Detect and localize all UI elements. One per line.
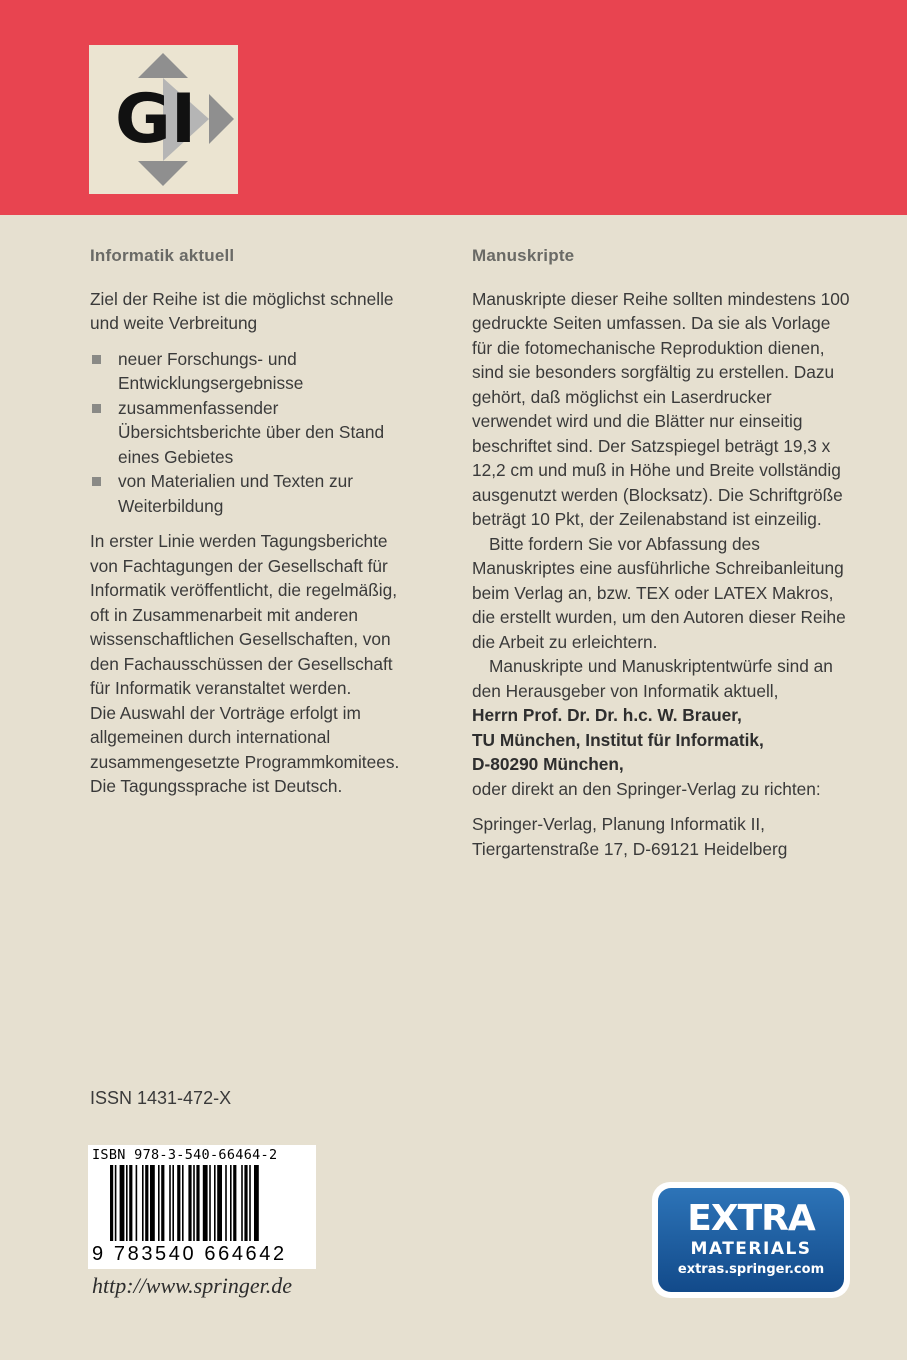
barcode-bar: [142, 1165, 144, 1241]
bullet-item: [90, 396, 410, 470]
barcode-bar: [241, 1165, 243, 1241]
extra-materials-panel: [658, 1188, 844, 1292]
gi-logo: [89, 45, 238, 194]
issn-number: ISSN 1431-472-X: [90, 1088, 232, 1108]
bullet-item: [90, 347, 410, 396]
barcode-bar: [129, 1165, 132, 1241]
publisher-url[interactable]: http://www.springer.de: [92, 1273, 293, 1298]
barcode-bar: [193, 1165, 195, 1241]
barcode-bar: [217, 1165, 222, 1241]
extras-url: extras.springer.com: [677, 1262, 825, 1277]
bullet-item: [90, 469, 410, 518]
bullet-text: neuer Forschungs- und Entwicklungsergebnisse: [118, 348, 304, 393]
barcode-bar: [126, 1165, 128, 1241]
isbn-number: ISBN 978-3-540-66464-2: [92, 1147, 278, 1163]
barcode-bar: [169, 1165, 171, 1241]
series-description: In erster Linie werden Tagungsberichte von Fachtagungen der Gesellschaft für Informatik veröffentlicht, die regelmäßig, oft in Zusammenarbeit mit anderen wissenschaftlichen Gesellschaften, von den Fachausschüssen der Gesellschaft für Informatik veranstaltet werden.: [90, 531, 398, 698]
barcode-bar: [158, 1165, 160, 1241]
barcode-bar: [188, 1165, 191, 1241]
gi-logo-graphic: [89, 45, 238, 194]
barcode-bar: [150, 1165, 155, 1241]
editor-name: Herrn Prof. Dr. Dr. h.c. W. Brauer,: [472, 705, 742, 725]
barcode-bar: [115, 1165, 117, 1241]
template-request: Bitte fordern Sie vor Abfassung des Manuskriptes eine ausführliche Schreibanleitung beim Verlag an, bzw. TEX oder LATEX Makros, die erstellt wurden, um den Autoren dieser Reihe die Arbeit zu erleichtern.: [472, 533, 846, 652]
gi-logo-text: GI: [115, 80, 197, 159]
barcode-bar: [172, 1165, 174, 1241]
square-bullet-icon: [92, 404, 101, 413]
extra-materials-badge: [652, 1182, 850, 1298]
barcode-bar: [177, 1165, 180, 1241]
publisher-address-line: Springer-Verlag, Planung Informatik II,: [472, 814, 765, 834]
left-column: [90, 244, 410, 799]
barcode-bar: [145, 1165, 148, 1241]
barcode-bar: [120, 1165, 125, 1241]
square-bullet-icon: [92, 477, 101, 486]
editor-city: D-80290 München,: [472, 754, 624, 774]
barcode-bar: [214, 1165, 216, 1241]
right-heading: Manuskripte: [472, 246, 575, 265]
barcode-bar: [136, 1165, 138, 1241]
barcode-bar: [203, 1165, 208, 1241]
bullet-text: zusammenfassender Übersichtsberichte über den Stand eines Gebietes: [118, 397, 385, 467]
square-bullet-icon: [92, 355, 101, 364]
barcode-bar: [254, 1165, 259, 1241]
barcode-bar: [233, 1165, 236, 1241]
barcode-bar: [182, 1165, 184, 1241]
manuscript-requirements: Manuskripte dieser Reihe sollten mindestens 100 gedruckte Seiten umfassen. Da sie als Vorlage für die fotomechanische Reproduktion dienen, sind sie besonders sorgfältig zu erstellen. Dazu gehört, daß möglichst ein Laserdrucker verwendet wird und die Blätter nur einseitig beschriftet sind. Der Satzspiegel beträgt 19,3 x 12,2 cm und muß in Höhe und Breite vollständig ausgenutzt werden (Blocksatz). Die Schriftgröße beträgt 10 Pkt, der Zeilenabstand ist einzeilig.: [472, 288, 850, 529]
barcode-bar: [244, 1165, 247, 1241]
ean-number: 9 783540 664642: [92, 1243, 287, 1265]
left-heading: Informatik aktuell: [90, 246, 235, 265]
barcode-bar: [110, 1165, 113, 1241]
editor-institute: TU München, Institut für Informatik,: [472, 729, 764, 750]
language-note: Die Tagungssprache ist Deutsch.: [90, 776, 343, 796]
bullet-text: von Materialien und Texten zur Weiterbildung: [118, 471, 354, 516]
barcode-bar: [161, 1165, 164, 1241]
materials-label: MATERIALS: [690, 1239, 812, 1259]
selection-description: Die Auswahl der Vorträge erfolgt im allgemeinen durch international zusammengesetzte Programmkomitees.: [90, 702, 400, 772]
barcode-bar: [209, 1165, 211, 1241]
bullet-list: [90, 347, 410, 519]
barcode-bar: [230, 1165, 232, 1241]
barcode-bar: [225, 1165, 227, 1241]
barcode-bar: [249, 1165, 251, 1241]
intro-text: Ziel der Reihe ist die möglichst schnelle und weite Verbreitung: [90, 288, 394, 333]
publisher-address-line: Tiergartenstraße 17, D-69121 Heidelberg: [472, 838, 788, 859]
submission-note: Manuskripte und Manuskriptentwürfe sind an den Herausgeber von Informatik aktuell,: [472, 656, 833, 701]
barcode: [88, 1145, 316, 1269]
extra-label: EXTRA: [687, 1198, 815, 1239]
barcode-bar: [196, 1165, 199, 1241]
address-tail: oder direkt an den Springer-Verlag zu richten:: [472, 778, 821, 799]
barcode-bars: [110, 1165, 306, 1241]
right-column: [472, 244, 852, 861]
